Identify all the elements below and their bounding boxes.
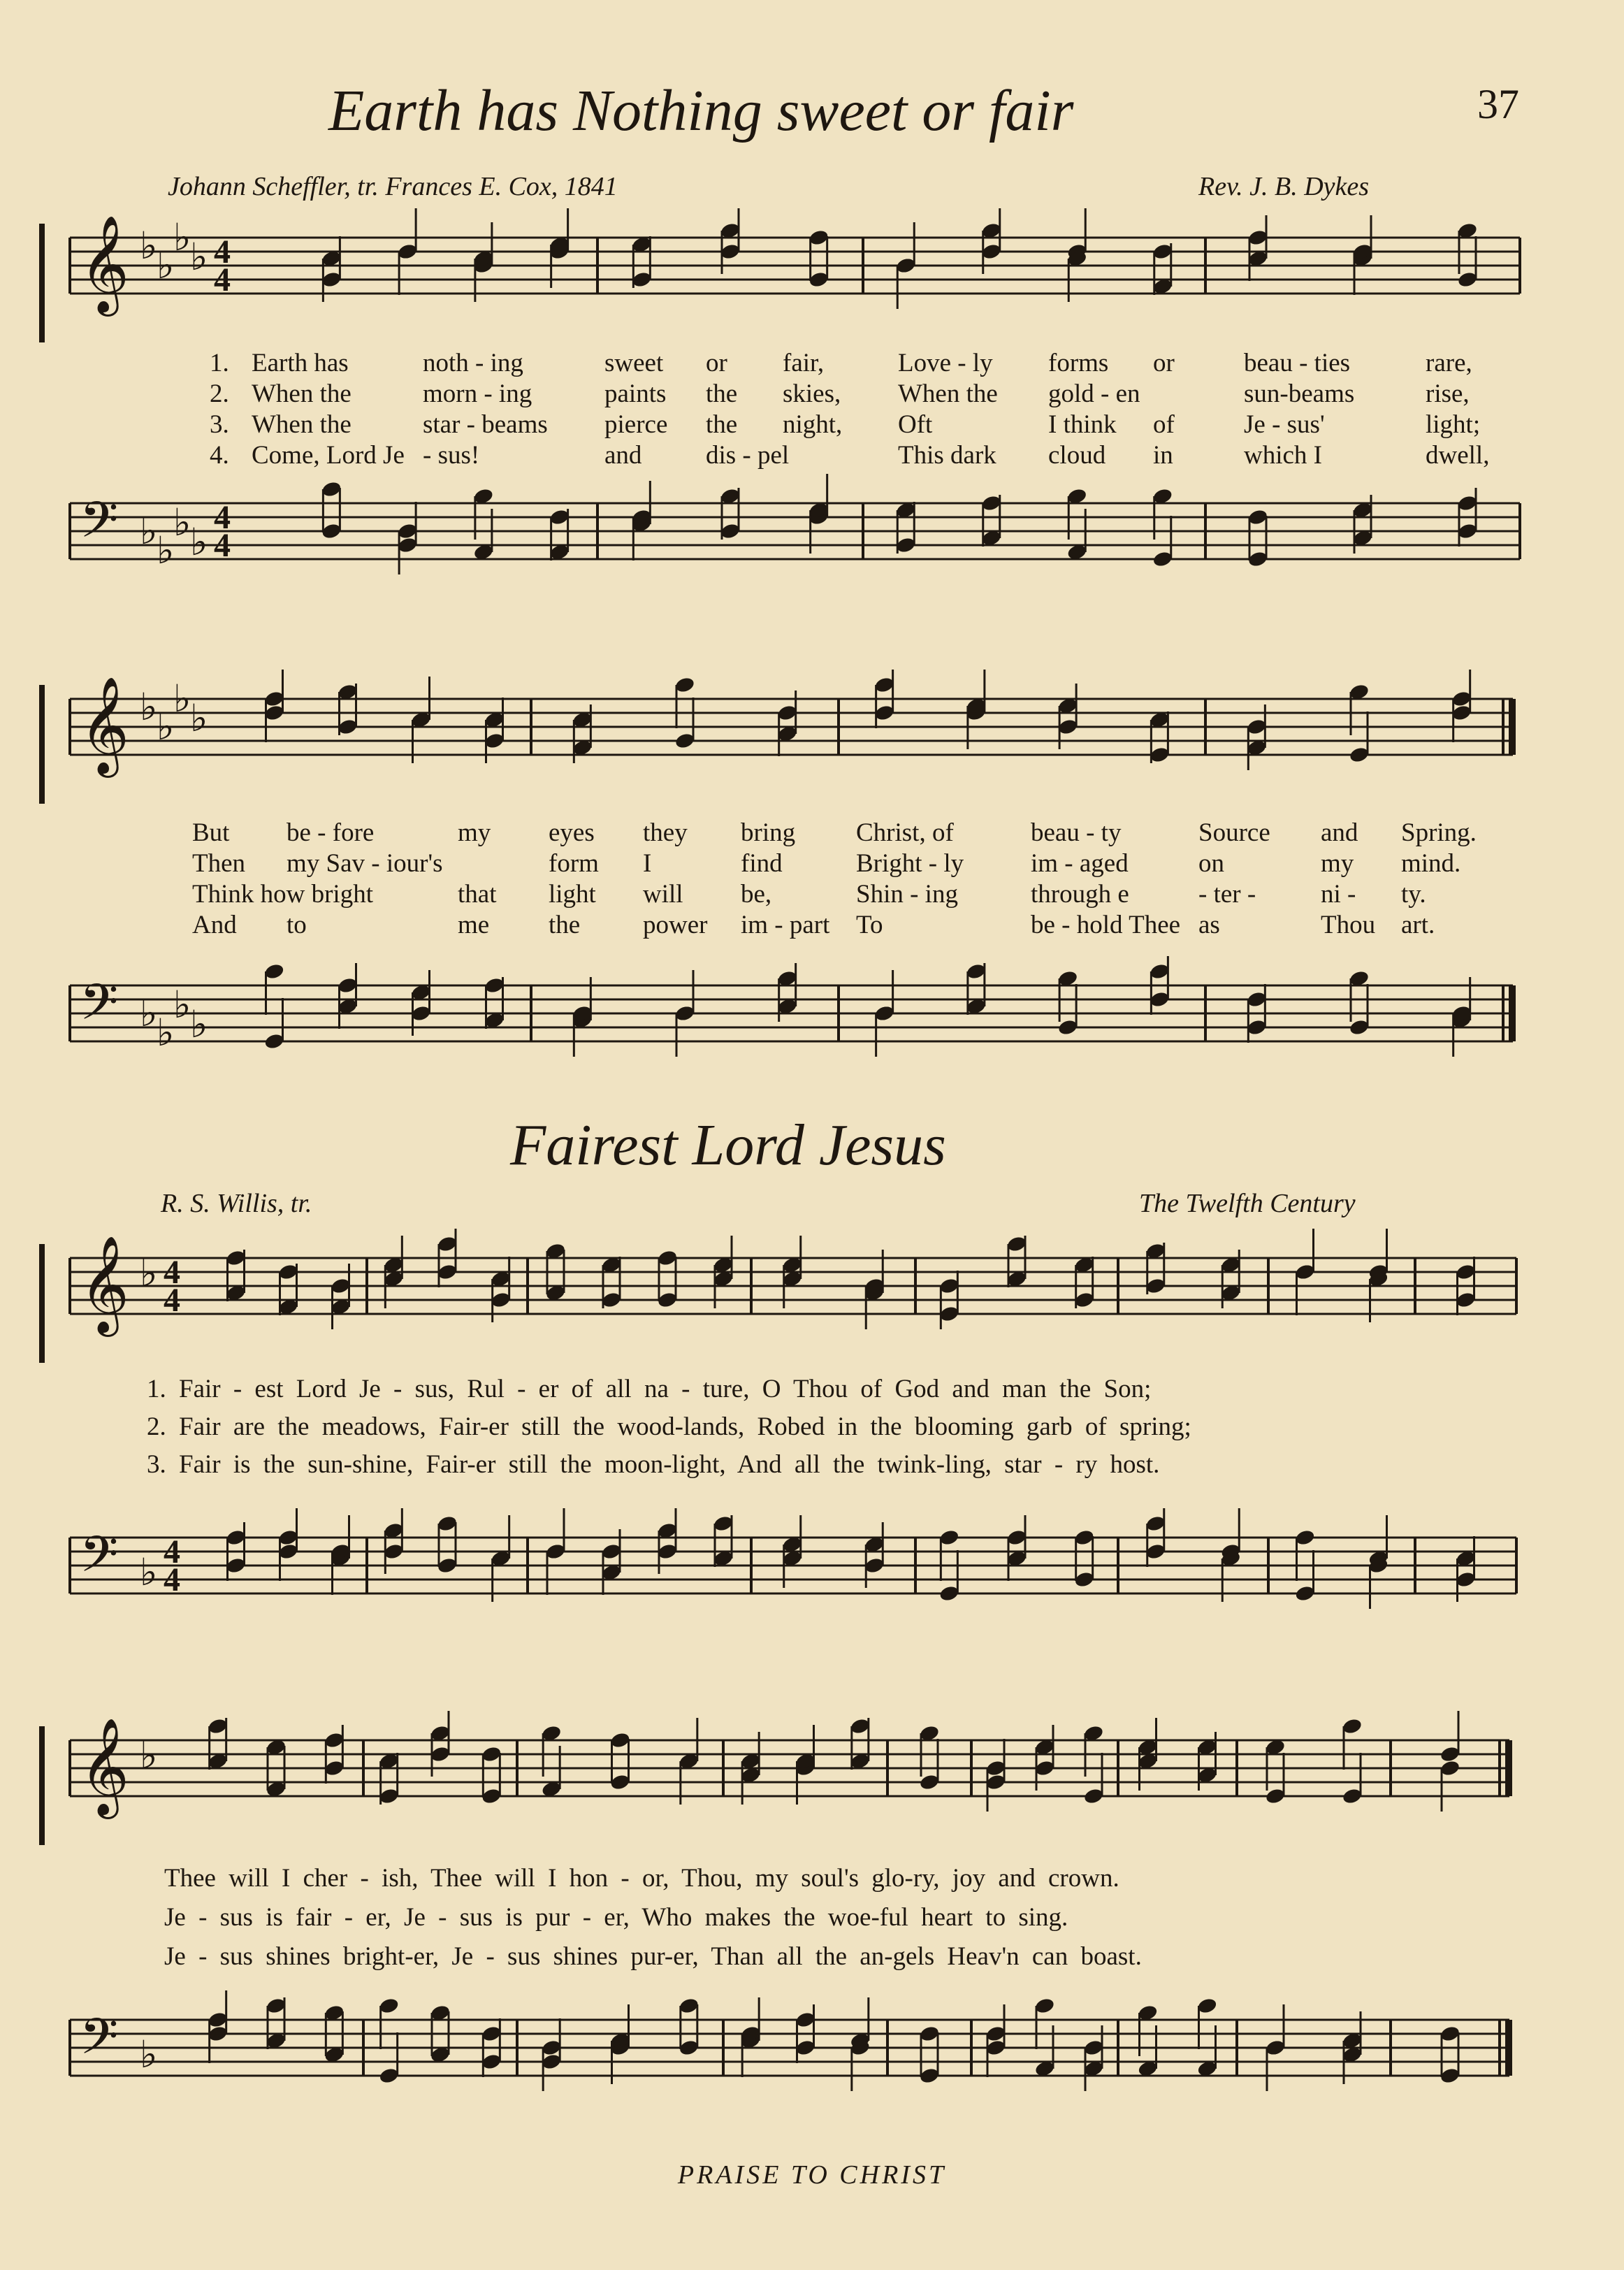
lyric-line bbox=[0, 848, 1624, 879]
words-credit: Johann Scheffler, tr. Frances E. Cox, 1841 bbox=[168, 172, 618, 201]
svg-text:♭: ♭ bbox=[173, 215, 191, 259]
lyric-syllable: I think bbox=[1048, 410, 1117, 439]
lyric-syllable: paints bbox=[604, 379, 667, 408]
lyric-line bbox=[0, 1902, 1624, 1933]
lyric-syllable: ty. bbox=[1401, 880, 1426, 909]
treble-staff bbox=[0, 664, 1624, 804]
lyric-syllable: sun-beams bbox=[1244, 379, 1355, 408]
lyric-syllable: fair, bbox=[783, 349, 825, 377]
svg-text:4: 4 bbox=[164, 1533, 180, 1570]
lyric-line bbox=[0, 440, 1624, 471]
lyric-syllable: and bbox=[604, 441, 642, 470]
lyric-syllable: cloud bbox=[1048, 441, 1106, 470]
svg-text:4: 4 bbox=[214, 499, 231, 536]
lyric-syllable: power bbox=[643, 911, 708, 939]
lyric-syllable: through e bbox=[1031, 880, 1129, 909]
svg-text:♭: ♭ bbox=[190, 696, 208, 740]
lyric-syllable: dis - pel bbox=[706, 441, 790, 470]
lyric-syllable: be, bbox=[741, 880, 772, 909]
lyric-syllable: find bbox=[741, 849, 783, 878]
svg-text:𝄞: 𝄞 bbox=[80, 1236, 129, 1333]
lyric-syllable: and bbox=[1321, 818, 1358, 847]
bass-staff bbox=[0, 1985, 1624, 2125]
svg-text:♭: ♭ bbox=[140, 509, 158, 553]
lyric-syllable: that bbox=[458, 880, 497, 909]
hymn-title: Earth has Nothing sweet or fair bbox=[328, 78, 1074, 143]
lyric-syllable: which I bbox=[1244, 441, 1322, 470]
lyric-syllable: To bbox=[856, 911, 883, 939]
lyric-syllable: im - part bbox=[741, 911, 830, 939]
lyric-syllable: Come, Lord Je bbox=[252, 441, 405, 470]
lyric-syllable: 2. bbox=[210, 379, 229, 408]
lyric-syllable: rise, bbox=[1426, 379, 1470, 408]
svg-text:4: 4 bbox=[164, 1254, 180, 1291]
svg-text:♭: ♭ bbox=[190, 1002, 208, 1046]
lyric-syllable: When the bbox=[252, 379, 351, 408]
lyric-syllable: I bbox=[643, 849, 652, 878]
lyric-text: Je - sus shines bright-er, Je - sus shines pur-er, Than all the an-gels Heav'n can boast. bbox=[164, 1942, 1142, 1971]
lyric-syllable: 4. bbox=[210, 441, 229, 470]
lyric-syllable: the bbox=[706, 379, 738, 408]
words-credit: R. S. Willis, tr. bbox=[161, 1189, 312, 1218]
svg-text:♭: ♭ bbox=[140, 685, 158, 729]
lyric-syllable: beau - ties bbox=[1244, 349, 1351, 377]
lyric-syllable: be - hold Thee bbox=[1031, 911, 1181, 939]
lyric-text: Je - sus is fair - er, Je - sus is pur - er, Who makes the woe-ful heart to sing. bbox=[164, 1903, 1068, 1932]
bass-staff bbox=[0, 1503, 1624, 1642]
lyric-syllable: - ter - bbox=[1198, 880, 1256, 909]
lyric-text: Thee will I cher - ish, Thee will I hon - or, Thou, my soul's glo-ry, joy and crown. bbox=[164, 1864, 1119, 1893]
svg-text:♭: ♭ bbox=[190, 520, 208, 564]
lyric-line bbox=[0, 1863, 1624, 1894]
lyric-syllable: the bbox=[549, 911, 581, 939]
lyric-syllable: me bbox=[458, 911, 490, 939]
svg-text:𝄢: 𝄢 bbox=[80, 1526, 119, 1596]
lyric-line bbox=[0, 1450, 1624, 1480]
svg-text:𝄞: 𝄞 bbox=[80, 1718, 129, 1815]
lyric-syllable: Bright - ly bbox=[856, 849, 964, 878]
lyric-syllable: im - aged bbox=[1031, 849, 1129, 878]
lyric-syllable: But bbox=[192, 818, 230, 847]
lyric-syllable: eyes bbox=[549, 818, 595, 847]
lyric-syllable: star - beams bbox=[423, 410, 548, 439]
lyric-syllable: light; bbox=[1426, 410, 1481, 439]
lyric-syllable: form bbox=[549, 849, 599, 878]
hymn-title: Fairest Lord Jesus bbox=[510, 1113, 946, 1178]
lyric-syllable: in bbox=[1153, 441, 1173, 470]
svg-text:♭: ♭ bbox=[140, 1251, 158, 1295]
lyric-line bbox=[0, 910, 1624, 941]
lyric-syllable: Think how bright bbox=[192, 880, 373, 909]
lyric-syllable: or bbox=[1153, 349, 1175, 377]
lyric-syllable: the bbox=[706, 410, 738, 439]
lyric-line bbox=[0, 879, 1624, 910]
lyric-syllable: sweet bbox=[604, 349, 664, 377]
lyric-syllable: night, bbox=[783, 410, 843, 439]
svg-text:♭: ♭ bbox=[140, 1733, 158, 1777]
svg-text:4: 4 bbox=[164, 1282, 180, 1319]
lyric-syllable: skies, bbox=[783, 379, 841, 408]
lyric-syllable: they bbox=[643, 818, 688, 847]
lyric-syllable: or bbox=[706, 349, 727, 377]
lyric-syllable: bring bbox=[741, 818, 796, 847]
bass-staff bbox=[0, 468, 1624, 608]
svg-text:♭: ♭ bbox=[157, 1011, 175, 1055]
lyric-syllable: 3. bbox=[210, 410, 229, 439]
lyric-text: 2. Fair are the meadows, Fair-er still the wood-lands, Robed in the blooming garb of spring; bbox=[147, 1412, 1191, 1441]
svg-text:♭: ♭ bbox=[157, 528, 175, 572]
lyric-syllable: be - fore bbox=[287, 818, 375, 847]
lyric-syllable: my Sav - iour's bbox=[287, 849, 443, 878]
svg-text:♭: ♭ bbox=[190, 235, 208, 279]
music-credit: Rev. J. B. Dykes bbox=[1198, 172, 1370, 201]
lyric-syllable: Earth has bbox=[252, 349, 349, 377]
lyric-syllable: Source bbox=[1198, 818, 1270, 847]
svg-text:𝄞: 𝄞 bbox=[80, 677, 129, 774]
bass-staff bbox=[0, 950, 1624, 1090]
lyric-syllable: to bbox=[287, 911, 307, 939]
lyric-syllable: will bbox=[643, 880, 683, 909]
lyric-syllable: This dark bbox=[898, 441, 996, 470]
lyric-line bbox=[0, 410, 1624, 440]
svg-text:♭: ♭ bbox=[157, 704, 175, 749]
svg-text:4: 4 bbox=[214, 233, 231, 270]
svg-text:4: 4 bbox=[214, 261, 231, 298]
svg-text:♭: ♭ bbox=[173, 500, 191, 544]
treble-staff bbox=[0, 1223, 1624, 1363]
lyric-syllable: my bbox=[1321, 849, 1354, 878]
lyric-syllable: Oft bbox=[898, 410, 933, 439]
lyric-line bbox=[0, 1374, 1624, 1405]
lyric-line bbox=[0, 1942, 1624, 1972]
lyric-syllable: Then bbox=[192, 849, 246, 878]
svg-text:𝄢: 𝄢 bbox=[80, 491, 119, 561]
lyric-syllable: When the bbox=[252, 410, 351, 439]
lyric-text: 1. Fair - est Lord Je - sus, Rul - er of all na - ture, O Thou of God and man the Son; bbox=[147, 1375, 1152, 1403]
lyric-syllable: rare, bbox=[1426, 349, 1472, 377]
lyric-syllable: art. bbox=[1401, 911, 1435, 939]
lyric-line bbox=[0, 818, 1624, 848]
svg-text:4: 4 bbox=[164, 1561, 180, 1598]
svg-text:♭: ♭ bbox=[140, 224, 158, 268]
lyric-syllable: pierce bbox=[604, 410, 668, 439]
lyric-syllable: Thou bbox=[1321, 911, 1376, 939]
lyric-syllable: And bbox=[192, 911, 237, 939]
music-credit: The Twelfth Century bbox=[1139, 1189, 1356, 1218]
lyric-syllable: beau - ty bbox=[1031, 818, 1122, 847]
lyric-syllable: Je - sus' bbox=[1244, 410, 1325, 439]
lyric-syllable: of bbox=[1153, 410, 1175, 439]
lyric-syllable: forms bbox=[1048, 349, 1109, 377]
lyric-syllable: Christ, of bbox=[856, 818, 954, 847]
svg-text:♭: ♭ bbox=[140, 991, 158, 1035]
svg-text:♭: ♭ bbox=[140, 1550, 158, 1594]
page-number: 37 bbox=[1477, 81, 1519, 127]
section-footer: PRAISE TO CHRIST bbox=[677, 2160, 947, 2190]
lyric-syllable: When the bbox=[898, 379, 998, 408]
lyric-syllable: mind. bbox=[1401, 849, 1461, 878]
lyric-syllable: 1. bbox=[210, 349, 229, 377]
lyric-syllable: Spring. bbox=[1401, 818, 1477, 847]
svg-text:𝄢: 𝄢 bbox=[80, 974, 119, 1043]
lyric-syllable: on bbox=[1198, 849, 1224, 878]
lyric-syllable: Love - ly bbox=[898, 349, 993, 377]
lyric-syllable: ni - bbox=[1321, 880, 1356, 909]
lyric-syllable: my bbox=[458, 818, 491, 847]
lyric-syllable: - sus! bbox=[423, 441, 480, 470]
svg-text:𝄢: 𝄢 bbox=[80, 2008, 119, 2078]
lyric-syllable: Shin - ing bbox=[856, 880, 958, 909]
svg-text:4: 4 bbox=[214, 527, 231, 564]
lyric-syllable: noth - ing bbox=[423, 349, 523, 377]
lyric-syllable: dwell, bbox=[1426, 441, 1490, 470]
svg-text:♭: ♭ bbox=[140, 2032, 158, 2076]
lyric-syllable: morn - ing bbox=[423, 379, 532, 408]
lyric-syllable: as bbox=[1198, 911, 1220, 939]
lyric-line bbox=[0, 348, 1624, 379]
treble-staff bbox=[0, 1705, 1624, 1845]
lyric-text: 3. Fair is the sun-shine, Fair-er still the moon-light, And all the twink-ling, star - ry host. bbox=[147, 1450, 1160, 1479]
treble-staff bbox=[0, 203, 1624, 342]
svg-text:♭: ♭ bbox=[157, 243, 175, 287]
lyric-line bbox=[0, 1412, 1624, 1443]
lyric-syllable: gold - en bbox=[1048, 379, 1140, 408]
svg-text:♭: ♭ bbox=[173, 677, 191, 721]
svg-text:𝄞: 𝄞 bbox=[80, 215, 129, 312]
svg-text:♭: ♭ bbox=[173, 983, 191, 1027]
lyric-line bbox=[0, 379, 1624, 410]
lyric-syllable: light bbox=[549, 880, 596, 909]
